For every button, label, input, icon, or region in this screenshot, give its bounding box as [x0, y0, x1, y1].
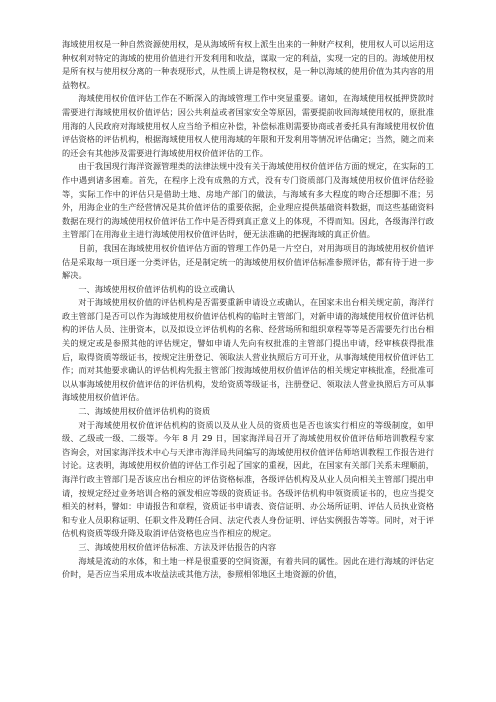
- section-body-1: 对于海域使用权价值的评估机构是否需要重新申请设立或确认，在国家未出台相关规定前，海洋行政主管部门是否可以作为海域使用权价值评估机构的临时主管部门，对新申请的海域使用权价值评估机构的评估人员、注册资本，以及拟设立评估机构的名称、经营场所和组织章程等等是否需要先行出台相关的规定或是参照其他的评估规定，譬如申请人先向有权批准的主管部门提出申请，经审核获得批准后，取得资质等级证书，按规定注册登记、领取法人营业执照后方可开业，从事海域使用权价值评估工作；而对其他要求确认的评估机构先报主管部门按海域使用权价值评估的相关规定审核批准，经批准可以从事海域使用权价值评估的评估机构，发给资质等级证书，注册登记、领取法人营业执照后方可从事海域使用权价值评估。: [62, 297, 434, 403]
- document-body: [62, 38, 434, 582]
- intro-paragraph-4: 目前，我国在海域使用权价值评估方面的管理工作仍是一片空白，对用海项目的海域使用权价值评估是采取每一项目逐一分类评估，还是制定统一的海域使用权价值评估标准参照评估，都有待于进一步解决。: [62, 242, 434, 281]
- section-heading-1: 一、海域使用权价值评估机构的设立或确认: [78, 283, 235, 294]
- intro-paragraph-3: 由于我国现行海洋资源管理类的法律法规中没有关于海域使用权价值评估方面的规定，在实际的工作中遇到诸多困难。首先，在程序上没有成熟的方式，没有专门资质部门及海域使用权价值评估经验等，实际工作中的评估只是借助土地、房地产部门的做法，与海域有多大程度的吻合还想脚不准；另外，用海企业的生产经营情况是其价值评估的重要依据，企业理应提供基础资料数据，而这些基础资料数据在现行的海域使用权价值评估工作中是否得到真正意义上的体现，不得而知。因此，各级海洋行政主管部门在用海业主进行海域使用权价值评估时，便无法准确的把握海域的真正价值。: [62, 161, 434, 240]
- section-body-3: 海域是流动的水体，和土地一样是很重要的空间资源，有着共同的属性。因此在进行海域的评估定价时，是否应当采用成本收益法或其他方法，参照相邻地区土地资源的价值，: [62, 555, 434, 580]
- section-heading-3: 三、海域使用权价值评估标准、方法及评估报告的内容: [78, 541, 277, 552]
- intro-paragraph-2: 海域使用权价值评估工作在不断深入的海域管理工作中突显重要。诸如，在海域使用权抵押贷款时需要进行海域使用权价值评估；因公共利益或者国家安全等原因，需要提前收回海域使用权的，原批准用海的人民政府对海域使用权人应当给予相应补偿，补偿标准则需要协商或者委托具有海域使用权价值评估资格的评估机构，根据海域使用权人使用海域的年限和开发利用等情况评估确定；当然，随之而来的还会有其他涉及需要进行海域使用权价值评估的工作。: [62, 93, 434, 158]
- section-body-2: 对于海域使用权价值评估机构的资质以及从业人员的资质也是否也该实行相应的等级制度，如甲级、乙级或一级、二级等。今年 8 月 29 日，国家海洋局召开了海域使用权价值评估师培训教程专家咨询会，对国家海洋技术中心与天津市海洋局共同编写的海域使用权价值评估师培训教程工作报告进行讨论。这表明，海域使用权价值的评估工作引起了国家的重视，因此，在国家有关部门关系未理顺前，海洋行政主管部门是否该应出台相应的评估资格标准，各级评估机构及从业人员向相关主管部门提出申请，按规定经过业务培训合格的颁发相应等级的资质证书。各级评估机构申领资质证书的，也应当提交相关的材料，譬如：申请报告和章程，资质证书申请表、资信证明、办公场所证明、评估人员执业资格和专业人员职称证明、任职文件及聘任合同、法定代表人身份证明、评估实例报告等等。同时，对于评估机构资质等级升降及取消评估资格也应当作相应的规定。: [62, 419, 434, 539]
- intro-paragraph-1: 海域使用权是一种自然资源使用权，是从海域所有权上派生出来的一种财产权利，使用权人可以运用这种权利对特定的海域的使用价值进行开发利用和收益，谋取一定的利益，实现一定的目的。海域使用权是所有权与使用权分离的一种表现形式，从性质上讲是物权权，是一种以海域的使用价值为其内容的用益物权。: [62, 39, 434, 90]
- section-heading-2: 二、海域使用权价值评估机构的资质: [78, 406, 211, 417]
